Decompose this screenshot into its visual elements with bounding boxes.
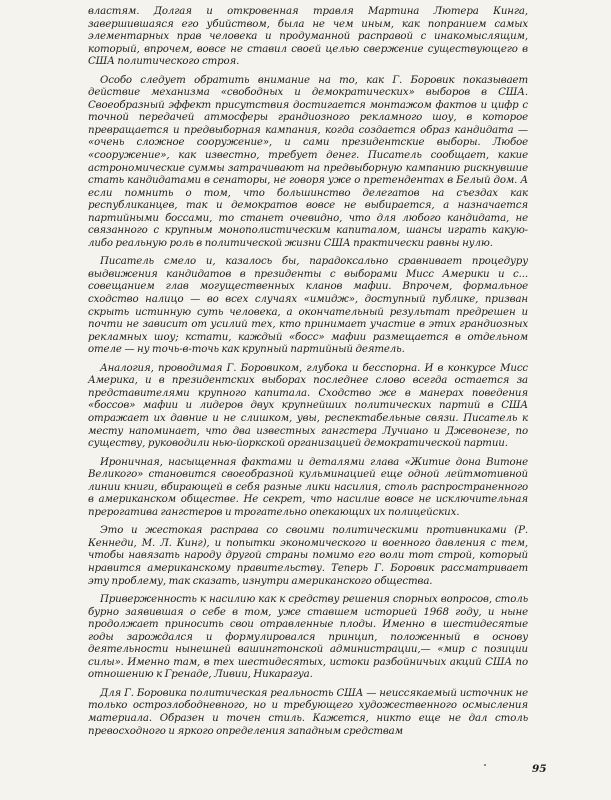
paragraph: Писатель смело и, казалось бы, парадоксально сравнивает процедуру выдвижения кандидатов в президенты с выборами Мисс Америки и с... совещанием глав могущественных кланов мафии. Впрочем, формальное сходство налицо — во всех случаях «имидж», доступный публике, призван скрыть истинную суть человека, а окончательный результат предрешен и почти не зависит от усилий тех, кто принимает участие в этих грандиозных рекламных шоу; кстати, каждый «босс» мафии размещается в отдельном отеле — ну точь-в-точь как крупный партийный деятель. (88, 256, 528, 356)
paragraph: Приверженность к насилию как к средству решения спорных вопросов, столь бурно заявившая о себе в том, уже ставшем историей 1968 году, и ныне продолжает приносить свои отравленные плоды. Именно в шестидесятые годы зарождался и формулировался принцип, положенный в основу деятельности нынешней вашингтонской администрации,— «мир с позиции силы». Именно там, в тех шестидесятых, истоки разбойничьих акций США по отношению к Гренаде, Ливии, Никарагуа. (88, 594, 528, 681)
print-speck (484, 764, 486, 766)
page-number: 95 (532, 763, 547, 775)
paragraph: властям. Долгая и откровенная травля Мартина Лютера Кинга, завершившаяся его убийством, была не чем иным, как попранием самых элементарных прав человека и продуманной расправой с инакомыслящим, который, впрочем, вовсе не ставил своей целью свержение существующего в США политического строя. (88, 6, 528, 68)
paragraph: Ироничная, насыщенная фактами и деталями глава «Житие дона Витоне Великого» становится своеобразной кульминацией еще одной лейтмотивной линии книги, вбирающей в себя разные лики насилия, столь распространенного в американском обществе. Не секрет, что насилие вовсе не исключительная прерогатива гангстеров и трогательно опекающих их полицейских. (88, 456, 528, 518)
paragraph: Аналогия, проводимая Г. Боровиком, глубока и бесспорна. И в конкурсе Мисс Америка, и в президентских выборах последнее слово всегда остается за представителями крупного капитала. Сходство же в манерах поведения «боссов» мафии и лидеров двух крупнейших политических партий в США отражает их давние и не слишком, увы, респектабельные связи. Писатель к месту напоминает, что два известных гангстера Лучиано и Джевонезе, по существу, руководили нью-йоркской организацией демократической партии. (88, 362, 528, 450)
paragraph: Особо следует обратить внимание на то, как Г. Боровик показывает действие механизма «свободных и демократических» выборов в США. Своеобразный эффект присутствия достигается монтажом фактов и цифр с точной передачей атмосферы грандиозного рекламного шоу, в которое превращается и предвыборная кампания, когда создается образ кандидата — «очень сложное сооружение», и сами президентские выборы. Любое «сооружение», как известно, требует денег. Писатель сообщает, какие астрономические суммы затрачивают на предвыборную кампанию рискнувшие стать кандидатами в сенаторы, не говоря уже о претендентах в Белый дом. А если помнить о том, что большинство делегатов на съездах как республиканцев, так и демократов вовсе не выбирается, а назначается партийными боссами, то станет очевидно, что для любого кандидата, не связанного с крупным монополистическим капиталом, шансы играть какую-либо реальную роль в политической жизни США практически равны нулю. (88, 74, 528, 249)
paragraph: Для Г. Боровика политическая реальность США — неиссякаемый источник не только острозлободневного, но и требующего художественного осмысления материала. Образен и точен стиль. Кажется, никто еще не дал столь превосходного и яркого определения западным средствам (88, 687, 528, 737)
body-text (88, 6, 528, 738)
paragraph: Это и жестокая расправа со своими политическими противниками (Р. Кеннеди, М. Л. Кинг), и попытки экономического и военного давления с тем, чтобы навязать народу другой страны помимо его воли тот строй, который нравится американскому правительству. Теперь Г. Боровик рассматривает эту проблему, так сказать, изнутри американского общества. (88, 525, 528, 587)
